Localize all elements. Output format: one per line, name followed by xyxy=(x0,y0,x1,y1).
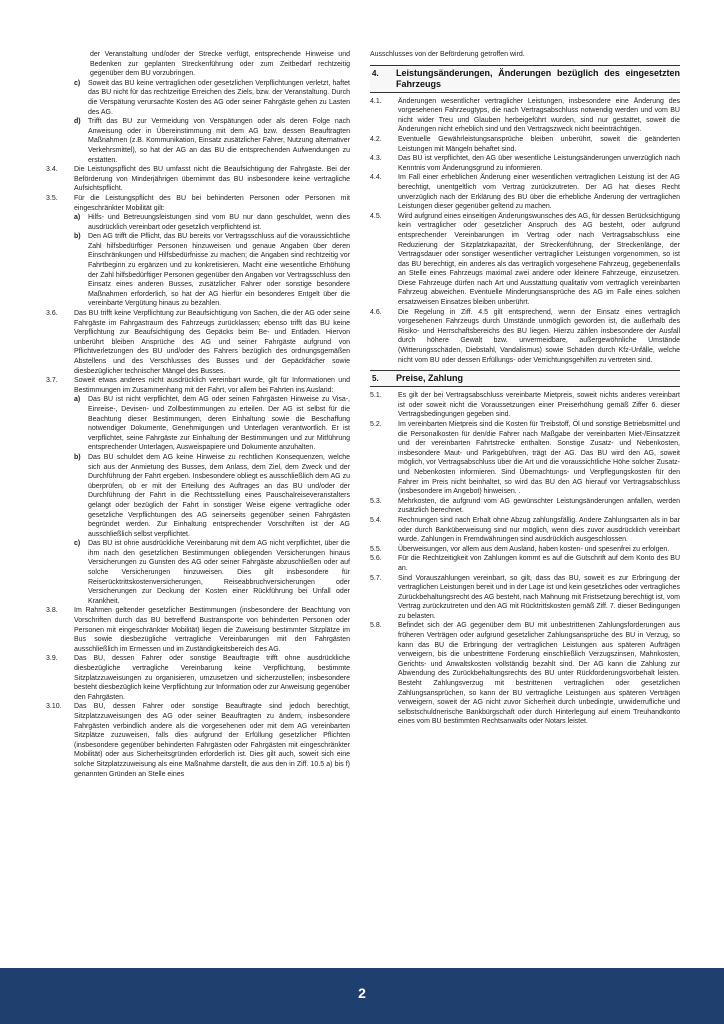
clause-number: 3.5. xyxy=(46,194,58,202)
clause-number: 5.6. xyxy=(370,555,382,563)
section-number: 4. xyxy=(372,68,379,78)
clause-number: 3.8. xyxy=(46,607,58,615)
item-label: d) xyxy=(74,118,81,126)
clause-3-5-a xyxy=(74,213,350,232)
clause-number: 3.10. xyxy=(46,703,62,711)
section-heading-5 xyxy=(370,370,680,387)
item-text: Den AG trifft die Pflicht, das BU bereits vor Vertragsschluss auf die voraussichtliche Zahl hilfsbedürftiger Personen hinzuweisen und genaue Angaben über deren Einschränkungen und Hilfsbedürfnisse zu machen; die Angaben sind rechtzeitig vor Fahrtbeginn zu ergänzen und zu konkretisieren. Macht eine wesentliche Erhöhung der Zahl hilfsbedürftiger Personen gegenüber den Angaben vor Vertragsschluss den Einsatz eines anderen Busses, zusätzlicher Fahrer oder sonstige besondere Maßnahmen erforderlich, so hat der AG hierfür ein besonderes Entgelt über die vereinbarte Vergütung hinaus zu bezahlen. xyxy=(88,233,350,308)
clause-5-8 xyxy=(370,621,680,727)
clause-3-5 xyxy=(46,194,350,213)
item-text: Das BU ist nicht verpflichtet, dem AG oder seinen Fahrgästen Hinweise zu Visa-, Einreise-, Devisen- und Zollbestimmungen zu erteilen. Der AG ist selbst für die Beachtung dieser Bestimmungen, deren Einhaltung sowie die Beschaffung notwendiger Dokumente, Genehmigungen und Unterlagen verantwortlich. Er ist verpflichtet, seine Fahrgäste zur Einhaltung der Bestimmungen und zur Mitführung entsprechender Unterlagen, Ausweispapiere und Dokumente anzuhalten. xyxy=(88,396,350,452)
clause-number: 3.7. xyxy=(46,377,58,385)
item-label: c) xyxy=(74,540,81,548)
clause-3-3-d xyxy=(74,117,350,165)
clause-3-7-b xyxy=(74,453,350,539)
clause-number: 4.3. xyxy=(370,155,382,163)
clause-3-7-c xyxy=(74,539,350,606)
clause-text: Änderungen wesentlicher vertraglicher Leistungen, insbesondere eine Änderung des vorgesehenen Fahrzeugtyps, die nach Vertragsabschluss notwendig werden und vom BU nicht wider Treu und Glauben herbeigeführt wurden, sind nur gestattet, soweit die Änderungen nicht erheblich sind und den Vertragszweck nicht beeinträchtigen. xyxy=(398,97,680,134)
clause-number: 5.5. xyxy=(370,545,382,553)
paragraph-continuation: der Veranstaltung und/oder der Strecke verfügt, entsprechende Hinweise und Bedenken zur geplanten Streckenführung oder zum Zeitbedarf rechtzeitig gegenüber dem BU vorzubringen. xyxy=(90,51,350,78)
clause-text: Das BU, dessen Fahrer oder sonstige Beauftragte sind jedoch berechtigt, Sitzplatzzuweisungen des AG oder seiner Beauftragten zu ändern, insbesondere Fahrgästen verbindlich andere als die vorgesehenen oder mit dem AG vereinbarten Sitzplätze zuzuweisen, falls dies aufgrund der Erfüllung gesetzlicher Pflichten (insbesondere gegenüber behinderten Fahrgästen oder Fahrgästen mit eingeschränkter Mobilität) oder aus Sicherheitsgründen erforderlich ist. Dies gilt auch, soweit sich eine solche Sitzplatzzuweisung als eine Maßnahme darstellt, die aus den in Ziff. 10.5 a) bis f) genannten Gründen an Stelle eines xyxy=(74,703,350,778)
clause-text: Sind Vorauszahlungen vereinbart, so gilt, dass das BU, soweit es zur Erbringung der vertraglichen Leistungen bereit und in der Lage ist und kein gesetzliches oder vertragliches Zurückbehaltungsrecht des AG besteht, nach Mahnung mit Fristsetzung berechtigt ist, vom Vertrag zurückzutreten und den AG mit Rücktrittskosten gemäß Ziff. 7. dieser Bedingungen zu belasten. xyxy=(398,574,680,620)
clause-text: Das BU ist verpflichtet, den AG über wesentliche Leistungsänderungen unverzüglich nach Kenntnis vom Änderungsgrund zu informieren. xyxy=(398,155,680,172)
clause-3-9 xyxy=(46,654,350,702)
item-label: c) xyxy=(74,79,81,87)
clause-4-4 xyxy=(370,173,680,211)
item-text: Soweit das BU keine vertraglichen oder gesetzlichen Verpflichtungen verletzt, haftet das BU nicht für das rechtzeitige Erreichen des Ziels, bzw. der Veranstaltung. Durch die Verspätung verursachte Kosten des AG oder seiner Fahrgäste gehen zu Lasten des AG. xyxy=(88,79,350,116)
clause-text: Rechnungen sind nach Erhalt ohne Abzug zahlungsfällig. Andere Zahlungsarten als in bar oder durch Banküberweisung sind nur möglich, wenn dies zuvor ausdrücklich vereinbart wurde. Zahlungen in Fremdwährungen sind ausdrücklich ausgeschlossen. xyxy=(398,516,680,544)
clause-4-6 xyxy=(370,308,680,366)
item-text: Trifft das BU zur Vermeidung von Verspätungen oder als deren Folge nach Anweisung oder in Übereinstimmung mit dem AG bzw. dessen Beauftragten Maßnahmen (z.B. Kommunikation, Einsatz zusätzlicher Fahrer, Nutzung alternativer Verkehrsmittel), so hat der AG an das BU die entsprechenden Aufwendungen zu erstatten. xyxy=(88,118,350,164)
section-title: Preise, Zahlung xyxy=(396,373,464,384)
clause-number: 5.1. xyxy=(370,392,382,400)
item-label: a) xyxy=(74,214,81,222)
clause-number: 4.2. xyxy=(370,135,382,143)
item-label: a) xyxy=(74,396,81,404)
item-label: b) xyxy=(74,233,81,241)
clause-number: 5.4. xyxy=(370,516,382,524)
clause-text: Für die Leistungspflicht des BU bei behinderten Personen oder Personen mit eingeschränkter Mobilität gilt: xyxy=(74,194,350,212)
clause-text: Das BU trifft keine Verpflichtung zur Beaufsichtigung von Sachen, die der AG oder seine Fahrgäste im Fahrgastraum des Fahrzeugs zurücklassen; ebenso trifft das BU keine Verpflichtung zur Beaufsichtigung des Gepäcks beim Be- und Entladen. Hiervon unberührt bleiben Ansprüche des AG und seiner Fahrgäste aufgrund von Pflichtverletzungen des BU und/oder des Fahrers bezüglich des ordnungsgemäßen Abstellens und des Verschlusses des Busses und der Gepäckfächer sowie diesbezüglicher technischer Mängel des Busses. xyxy=(74,310,350,375)
clause-number: 5.8. xyxy=(370,622,382,630)
clause-number: 3.6. xyxy=(46,310,58,318)
clause-3-8 xyxy=(46,606,350,654)
clause-number: 5.2. xyxy=(370,421,382,428)
clause-text: Im Fall einer erheblichen Änderung einer wesentlichen vertraglichen Leistung ist der AG berechtigt, unentgeltlich vom Vertrag zurückzutreten. Der AG hat dieses Recht unverzüglich nach der Erklärung des BU über die erhebliche Änderung der vertraglichen Leistungen dieser gegenüber geltend zu machen. xyxy=(398,174,680,211)
clause-number: 5.3. xyxy=(370,497,382,505)
clause-text: Überweisungen, vor allem aus dem Ausland, haben kosten- und spesenfrei zu erfolgen. xyxy=(398,545,670,553)
item-text: Das BU schuldet dem AG keine Hinweise zu rechtlichen Konsequenzen, welche sich aus der Anmietung des Busses, dem Anlass, dem Ziel, dem Zweck und der Durchführung der Fahrt ergeben. Insbesondere obliegt es ausschließlich dem AG zu überprüfen, ob er mit der Erteilung des Auftrages an das BU und/oder der Durchführung der Fahrt in die Rechtsstellung eines Pauschalreiseveranstalters gelangt oder bezüglich der Fahrt in sonstiger Weise eigene vertragliche oder gesetzliche Verpflichtungen des AG seinerseits gegenüber seinen Fahrgästen begründet werden. Zur Einhaltung entsprechender Vorschriften ist der AG ausschließlich selbst verpflichtet. xyxy=(88,453,350,538)
page-number: 2 xyxy=(358,985,366,1001)
section-number: 5. xyxy=(372,374,379,384)
clause-3-4 xyxy=(46,165,350,194)
section-heading-4 xyxy=(370,65,680,93)
clause-5-3 xyxy=(370,497,680,516)
clause-5-2 xyxy=(370,420,680,497)
clause-3-6 xyxy=(46,309,350,376)
clause-4-3 xyxy=(370,154,680,173)
clause-text: Die Regelung in Ziff. 4.5 gilt entsprechend, wenn der Einsatz eines vertraglich vorgesehenen Fahrzeugs durch Umstände unmöglich geworden ist, die außerhalb des Risiko- und Herrschaftsbereichs des BU liegen. Hierzu zählen insbesondere der Ausfall durch höhere Gewalt bzw. unvermeidbare, außergewöhnliche Umstände (Witterungsschäden, Diebstahl, Vandalismus) sowie Schäden durch Kfz-Unfälle, welche nicht vom BU oder dessen Erfüllungs- oder Verrichtungsgehilfen zu vertreten sind. xyxy=(398,308,680,364)
clause-number: 4.6. xyxy=(370,308,382,316)
clause-text: Mehrkosten, die aufgrund vom AG gewünschter Leistungsänderungen anfallen, werden zusätzlich berechnet. xyxy=(398,497,680,515)
clause-number: 3.4. xyxy=(46,166,58,174)
item-text: Hilfs- und Betreuungsleistungen sind vom BU nur dann geschuldet, wenn dies ausdrücklich vereinbart oder gesetzlich verpflichtend ist. xyxy=(88,214,350,231)
clause-3-10 xyxy=(46,702,350,779)
item-label: b) xyxy=(74,453,81,461)
clause-text: Für die Rechtzeitigkeit von Zahlungen kommt es auf die Gutschrift auf dem Konto des BU an. xyxy=(398,555,680,572)
clause-5-4 xyxy=(370,516,680,545)
section-title: Leistungsänderungen, Änderungen bezüglich des eingesetzten Fahrzeugs xyxy=(396,67,680,89)
clause-text: Wird aufgrund eines einseitigen Änderungswunsches des AG, für dessen Berücksichtigung kein vertraglicher oder gesetzlicher Anspruch des AG besteht, oder aufgrund entsprechender Vereinbarungen im Vertrag oder nach Vertragsabschluss eine Reduzierung der Sitzplatzkapazität, der Streckenführung, der Streckenlänge, der Vertragsdauer oder sonstiger wesentlicher vertraglicher Leistungen vorgenommen, so ist das BU berechtigt, ein anderes als das vertraglich vorgesehene Fahrzeug, gegebenenfalls an Stelle eines Fahrzeugs maximal zwei andere oder kleinere Fahrzeuge, einzusetzen. Diese Fahrzeuge dürfen nach Art und Ausstattung qualitativ vom vertraglich vereinbarten Fahrzeug abweichen. Eventuelle Minderungsansprüche des AG im Falle eines solchen ersatzweisen Einsatzes bleiben unberührt. xyxy=(398,212,680,307)
clause-text: Befindet sich der AG gegenüber dem BU mit unbestrittenen Zahlungsforderungen aus früheren Verträgen oder aufgrund gesetzlicher Zahlungsansprüche des BU in Verzug, so kann das BU die Erbringung der vertraglichen Leistungen aus späteren Aufträgen verweigern, bis die unbestrittene Forderung einschließlich Verzugszinsen, Mahnkosten, Gerichts- und Anwaltskosten vollständig bezahlt sind. Der AG kann die Zahlung zur Abwendung des Zurückbehaltungsrechts des BU unter Rückforderungsvorbehalt leisten. Besteht Zahlungsverzug mit bestrittenen vertraglichen oder gesetzlichen Zahlungsansprüchen, so kann der BU vertragliche Leistungen aus späteren Verträgen verweigern, soweit der AG nicht zuvor Sicherheit durch unbedingte, unwiderrufliche und selbstschuldnerische Bankbürgschaft oder durch Hinterlegung auf einem Treuhandkonto eines vom BU bestimmten Rechtsanwalts oder Notars leistet. xyxy=(398,622,680,726)
clause-5-5 xyxy=(370,545,680,555)
clause-5-6 xyxy=(370,554,680,573)
clause-number: 3.9. xyxy=(46,655,58,663)
clause-3-3-c xyxy=(74,79,350,117)
clause-number: 4.4. xyxy=(370,174,382,182)
paragraph-continuation: Ausschlusses von der Beförderung getroffen wird. xyxy=(370,51,525,58)
clause-number: 5.7. xyxy=(370,574,382,582)
clause-5-1 xyxy=(370,391,680,420)
clause-4-2 xyxy=(370,135,680,154)
clause-text: Die Leistungspflicht des BU umfasst nicht die Beaufsichtigung der Fahrgäste. Bei der Beförderung von Minderjährigen übernimmt das BU insbesondere keine vertragliche Aufsichtspflicht. xyxy=(74,166,350,193)
clause-text: Es gilt der bei Vertragsabschluss vereinbarte Mietpreis, soweit nichts anderes vereinbart ist oder soweit nicht die Voraussetzungen einer Preiserhöhung gemäß Ziffer 6. dieser Vertragsbedingungen gegeben sind. xyxy=(398,392,680,419)
clause-3-7-a xyxy=(74,395,350,453)
left-column xyxy=(46,50,350,779)
clause-text: Im Rahmen geltender gesetzlicher Bestimmungen (insbesondere der Beachtung von Vorschriften durch das BU betreffend Bustransporte von behinderten Personen oder Personen mit eingeschränkter Mobilität) liegen die Zuweisung bestimmter Sitzplätze im Bus sowie diesbezügliche vertragliche Vereinbarungen mit den Fahrgästen ausschließlich im Ermessen und im Zuständigkeitsbereich des AG. xyxy=(74,607,350,653)
right-column xyxy=(370,50,680,727)
clause-5-7 xyxy=(370,574,680,622)
clause-4-1 xyxy=(370,97,680,135)
clause-text: Eventuelle Gewährleistungsansprüche bleiben unberührt, soweit die geänderten Leistungen mit Mängeln behaftet sind. xyxy=(398,135,680,153)
item-text: Das BU ist ohne ausdrückliche Vereinbarung mit dem AG nicht verpflichtet, über die ihm nach den gesetzlichen Bestimmungen obliegenden Versicherungen hinaus Versicherungen zu Gunsten des AG oder seiner Fahrgäste abzuschließen oder auf solche Versicherungen hinzuweisen. Dies gilt insbesondere für Reiserücktrittskostenversicherungen, Reiseabbruchversicherungen oder Versicherungen zur Deckung der Kosten einer Rückführung bei Unfall oder Krankheit. xyxy=(88,540,350,605)
clause-number: 4.5. xyxy=(370,212,382,220)
clause-text: Soweit etwas anderes nicht ausdrücklich vereinbart wurde, gilt für Informationen und Bestimmungen im Zusammenhang mit der Fahrt, vor allem bei Fahrten ins Ausland: xyxy=(74,377,350,394)
clause-3-5-b xyxy=(74,232,350,309)
clause-3-7 xyxy=(46,376,350,395)
clause-text: Im vereinbarten Mietpreis sind die Kosten für Treibstoff, Öl und sonstige Betriebsmittel und die Personalkosten für den/die Fahrer nach Maßgabe der vereinbarten Miet-/Einsatzzeit und der vereinbarten Fahrtstrecke enthalten. Sonstige Zusatz- und Nebenkosten, insbesondere Maut- und Parkgebühren, trägt der AG. Das BU wird den AG, soweit möglich, vor Vertragsabschluss über die Art und die voraussichtliche Höhe solcher Zusatz- und Nebenkosten informieren. Sind Übernachtungs- und Verpflegungskosten für den Fahrer im Preis nicht beinhaltet, so wird das BU den AG hierauf vor Vertragsabschluss (insbesondere im Angebot) hinweisen. . xyxy=(398,421,680,496)
clause-number: 4.1. xyxy=(370,97,382,105)
footer-bar xyxy=(0,968,724,1024)
clause-text: Das BU, dessen Fahrer oder sonstige Beauftragte trifft ohne ausdrückliche diesbezügliche vertragliche Vereinbarung keine Verpflichtung, bestimmte Sitzplatzzuweisungen zu organisieren, umzusetzen und sicherzustellen; insbesondere besteht diesbezüglich keine Verpflichtung zur Information oder zur Anweisung gegenüber den Fahrgästen. xyxy=(74,655,350,701)
clause-4-5 xyxy=(370,212,680,308)
